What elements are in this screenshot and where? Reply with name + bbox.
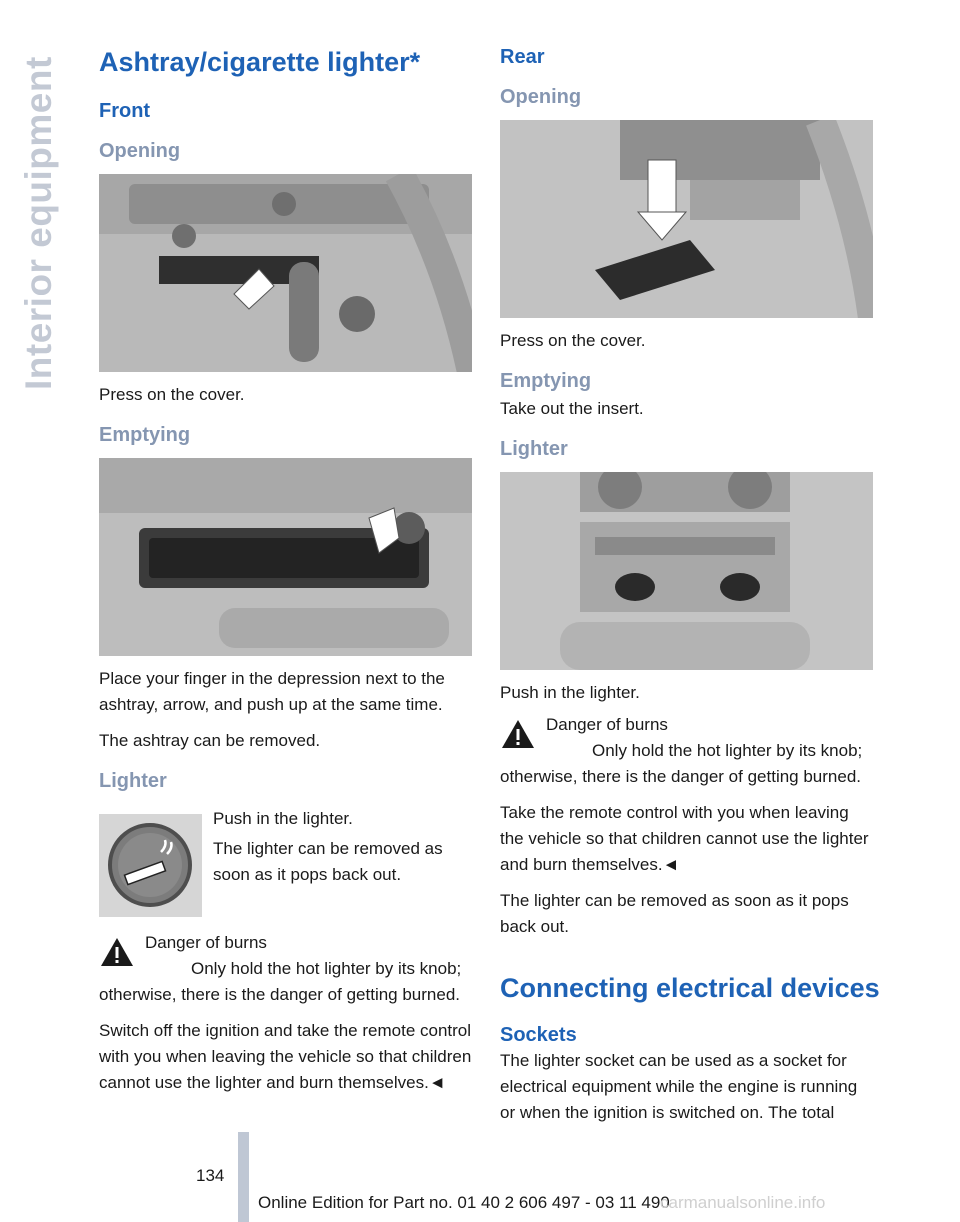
rear-push-in-text: Push in the lighter. — [500, 683, 640, 702]
warning-triangle-icon — [99, 936, 135, 968]
warning-triangle-icon — [500, 718, 536, 750]
rear-danger-text: Only hold the hot lighter by its knob; otherwise, there is the danger of getting burned. — [500, 741, 863, 786]
front-emptying-heading: Emptying — [99, 424, 191, 446]
connecting-devices-heading: Connecting electrical devices — [500, 973, 880, 1003]
lighter-block — [99, 802, 472, 912]
rear-danger-warning — [500, 712, 873, 790]
left-column — [99, 40, 472, 1096]
front-emptying-photo — [99, 458, 472, 656]
front-push-in-text: Push in the lighter. — [213, 809, 353, 828]
front-danger-text: Only hold the hot lighter by its knob; otherwise, there is the danger of getting burned. — [99, 959, 462, 1004]
rear-lighter-removable-text: The lighter can be removed as soon as it pops back out. — [500, 891, 849, 936]
rear-danger-title: Danger of burns — [546, 715, 668, 734]
front-danger-warning — [99, 930, 472, 1008]
rear-lighter-heading: Lighter — [500, 438, 568, 460]
front-lighter-heading: Lighter — [99, 770, 167, 792]
rear-emptying-heading: Emptying — [500, 370, 592, 392]
rear-opening-heading: Opening — [500, 86, 582, 108]
front-danger-title: Danger of burns — [145, 933, 267, 952]
right-column — [500, 40, 880, 1126]
lighter-text — [213, 802, 472, 888]
take-remote-text: Take the remote control with you when leaving the vehicle so that children cannot use the lighter and burn themselves.◄ — [500, 803, 869, 874]
ashtray-removable-text: The ashtray can be removed. — [99, 731, 321, 750]
page-number: 134 — [196, 1166, 225, 1185]
sockets-text: The lighter socket can be used as a socket for electrical equipment while the engine is running or when the ignition is switched on. The total — [500, 1051, 858, 1122]
rear-press-cover-text: Press on the cover. — [500, 331, 646, 350]
front-press-cover-text: Press on the cover. — [99, 385, 245, 404]
edition-text: Online Edition for Part no. 01 40 2 606 497 - 03 11 490 — [258, 1193, 670, 1212]
footer-bar — [238, 1132, 249, 1222]
chapter-side-tab — [14, 44, 70, 394]
front-opening-heading: Opening — [99, 140, 181, 162]
front-heading: Front — [99, 100, 151, 122]
rear-lighter-photo — [500, 472, 873, 670]
chapter-title: Interior equipment — [18, 56, 59, 390]
rear-opening-photo — [500, 120, 873, 318]
switch-off-text: Switch off the ignition and take the remote control with you when leaving the vehicle so that children cannot use the lighter and burn themselves.◄ — [99, 1021, 472, 1092]
sockets-heading: Sockets — [500, 1024, 577, 1046]
front-lighter-removable-text: The lighter can be removed as soon as it pops back out. — [213, 839, 443, 884]
front-opening-photo — [99, 174, 472, 372]
section-title: Ashtray/cigarette lighter* — [99, 47, 421, 77]
rear-heading: Rear — [500, 46, 545, 68]
watermark: carmanualsonline.info — [660, 1193, 826, 1212]
take-out-insert-text: Take out the insert. — [500, 399, 644, 418]
place-finger-text: Place your finger in the depression next to the ashtray, arrow, and push up at the same time. — [99, 669, 445, 714]
lighter-icon — [99, 814, 202, 917]
